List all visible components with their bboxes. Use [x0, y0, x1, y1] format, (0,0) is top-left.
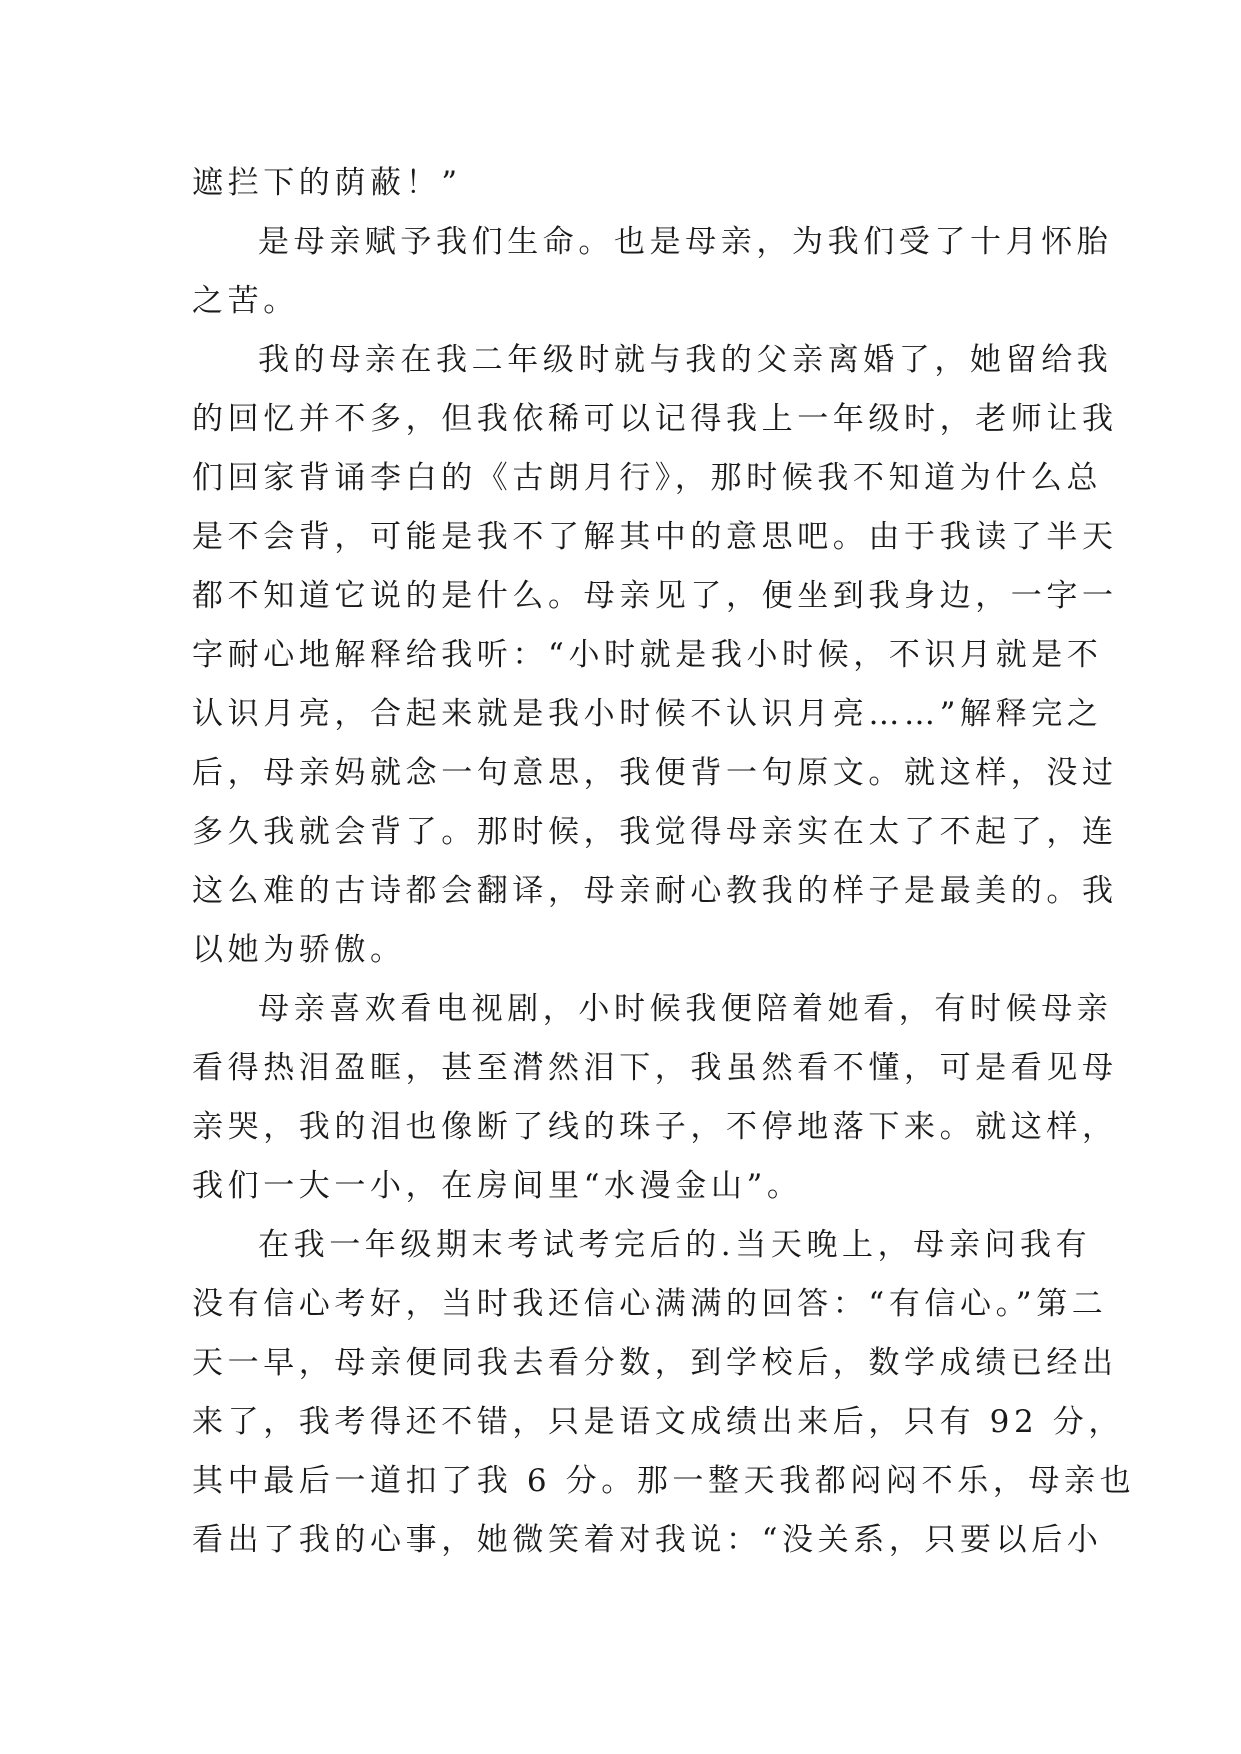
text-line: 这么难的古诗都会翻译，母亲耐心教我的样子是最美的。我 — [192, 873, 1118, 909]
text-line: 天一早，母亲便同我去看分数，到学校后，数学成绩已经出 — [192, 1345, 1118, 1381]
text-line: 之苦。 — [192, 283, 299, 319]
text-line: 来了，我考得还不错，只是语文成绩出来后，只有 92 分， — [192, 1404, 1124, 1440]
text-line: 其中最后一道扣了我 6 分。那一整天我都闷闷不乐，母亲也 — [192, 1463, 1136, 1499]
text-line: 看得热泪盈眶，甚至潸然泪下，我虽然看不懂，可是看见母 — [192, 1050, 1118, 1086]
text-line: 字耐心地解释给我听：“小时就是我小时候，不识月就是不 — [192, 637, 1103, 673]
text-line: 认识月亮，合起来就是我小时候不认识月亮……”解释完之 — [192, 696, 1103, 732]
text-line: 我们一大一小，在房间里“水漫金山”。 — [192, 1168, 803, 1204]
text-line: 是母亲赋予我们生命。也是母亲，为我们受了十月怀胎 — [258, 224, 1113, 260]
text-line: 在我一年级期末考试考完后的.当天晚上，母亲问我有 — [258, 1227, 1092, 1263]
text-line: 是不会背，可能是我不了解其中的意思吧。由于我读了半天 — [192, 519, 1118, 555]
text-line: 多久我就会背了。那时候，我觉得母亲实在太了不起了，连 — [192, 814, 1118, 850]
text-line: 亲哭，我的泪也像断了线的珠子，不停地落下来。就这样， — [192, 1109, 1118, 1145]
body-text — [192, 154, 1136, 1570]
text-line: 的回忆并不多，但我依稀可以记得我上一年级时，老师让我 — [192, 401, 1118, 437]
text-line: 后，母亲妈就念一句意思，我便背一句原文。就这样，没过 — [192, 755, 1118, 791]
text-line: 没有信心考好，当时我还信心满满的回答：“有信心。”第二 — [192, 1286, 1108, 1322]
text-line: 看出了我的心事，她微笑着对我说：“没关系，只要以后小 — [192, 1522, 1103, 1558]
text-line: 我的母亲在我二年级时就与我的父亲离婚了，她留给我 — [258, 342, 1113, 378]
text-line: 以她为骄傲。 — [192, 932, 406, 968]
text-line: 都不知道它说的是什么。母亲见了，便坐到我身边，一字一 — [192, 578, 1118, 614]
text-line: 遮拦下的荫蔽！” — [192, 165, 462, 201]
text-line: 们回家背诵李白的《古朗月行》，那时候我不知道为什么总 — [192, 460, 1103, 496]
text-line: 母亲喜欢看电视剧，小时候我便陪着她看，有时候母亲 — [258, 991, 1113, 1027]
